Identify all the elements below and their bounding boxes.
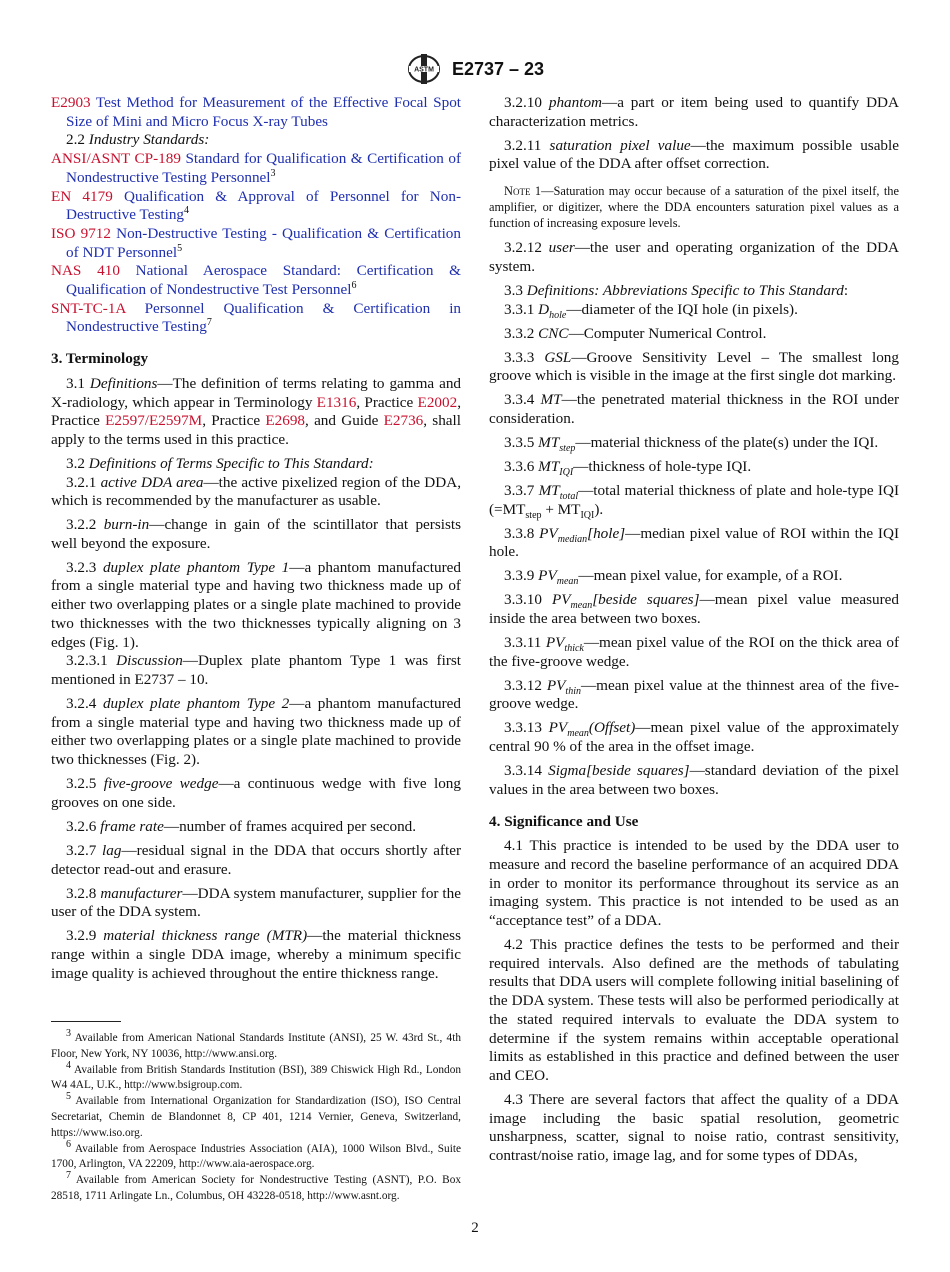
paragraph [489, 936, 899, 1086]
abbr-term: MT [540, 391, 562, 409]
abbr-term: D [538, 300, 550, 318]
definition-term: user [548, 239, 575, 257]
abbr-term: PV [539, 524, 558, 542]
abbr-term: GSL [544, 348, 572, 366]
reference-code[interactable]: EN 4179 [51, 187, 113, 205]
definition-text: —DDA system manufacturer, supplier for the user of the DDA system. [51, 884, 461, 921]
paragraph-3-2 [51, 455, 461, 474]
abbr-text: —standard deviation of the pixel values in the area between two boxes. [489, 762, 899, 798]
definition-number: 3.2.11 [504, 136, 542, 154]
abbr-number: 3.3.11 [504, 634, 542, 652]
abbreviation [489, 567, 899, 586]
definition [51, 695, 461, 770]
definition [51, 842, 461, 879]
definition-term: frame rate [100, 817, 164, 835]
footnote-divider [51, 1021, 121, 1022]
definition-number: 3.2.8 [66, 884, 97, 902]
note-label: Note 1 [504, 184, 542, 199]
abbr-number: 3.3.12 [504, 676, 542, 694]
abbreviation [489, 634, 899, 671]
abbr-text: —thickness of hole-type IQI. [573, 457, 752, 475]
section-number: 2.2 [66, 131, 85, 149]
abbr-subscript: step [559, 442, 576, 454]
paragraph-text: This practice defines the tests to be performed and their required intervals. Also defined are the methods of tabulating results that DDA users will complete following initial baselining of the DDA system. These tests will also be performed periodically at the stated required intervals to evaluate the DDA system to determine if the system remains within acceptable operational limits as established in this practice and defined between the user and CEO. [489, 936, 899, 1084]
reference-entry[interactable] [51, 262, 461, 299]
footnote-marker: 3 [270, 167, 276, 179]
definition-term: Discussion [116, 652, 183, 670]
abbr-text: —mean pixel value, for example, of a ROI. [578, 567, 843, 585]
abbr-text: + MT [541, 500, 581, 518]
reference-code[interactable]: NAS 410 [51, 262, 120, 280]
abbr-subscript: median [557, 533, 588, 545]
abbreviation [489, 591, 899, 628]
footnote-marker: 7 [206, 317, 212, 329]
footnote-text: Available from American Society for Nondestructive Testing (ASNT), P.O. Box 28518, 1711 Arlingate Ln., Columbus, OH 43228-0518, http://www.asnt.org. [51, 1174, 461, 1202]
definition-term: material thickness range (MTR) [103, 927, 308, 945]
definition-text: —a continuous wedge with five long grooves on one side. [51, 775, 461, 811]
footnote-text: Available from American National Standards Institute (ANSI), 25 W. 43rd St., 4th Floor, New York, NY 10036, http://www.ansi.org. [51, 1032, 461, 1060]
section-title: Industry Standards: [88, 131, 210, 149]
definition-number: 3.2.10 [504, 94, 542, 111]
abbr-suffix: [beside squares] [592, 591, 700, 609]
definition-term: phantom [548, 94, 602, 111]
definition [489, 94, 899, 131]
definition-term: five-groove wedge [103, 775, 219, 793]
page-number: 2 [471, 1220, 479, 1236]
section-number: 3.2 [66, 454, 85, 472]
definition [51, 818, 461, 837]
abbr-term: Sigma[beside squares] [548, 762, 690, 780]
punctuation: : [843, 281, 849, 299]
paragraph [489, 837, 899, 931]
footnote-number: 4 [66, 1059, 71, 1071]
astm-logo-icon [406, 54, 442, 84]
reference-code[interactable]: E2903 [51, 94, 91, 111]
reference-entry[interactable] [51, 225, 461, 262]
reference-title[interactable]: Standard for Qualification & Certification of Nondestructive Testing Personnel [66, 150, 461, 186]
definition [51, 885, 461, 922]
abbr-number: 3.3.6 [504, 457, 535, 475]
abbr-number: 3.3.7 [504, 481, 535, 499]
definition-number: 3.2.7 [66, 841, 97, 859]
abbreviation [489, 301, 899, 320]
abbr-subscript: mean [567, 728, 589, 740]
abbr-term: MT [538, 481, 560, 499]
footnote-number: 3 [66, 1028, 71, 1040]
abbr-number: 3.3.10 [504, 591, 542, 609]
reference-entry[interactable] [51, 188, 461, 225]
text: , shall apply to the terms used in this practice. [51, 412, 461, 448]
abbr-subscript: thin [565, 685, 581, 697]
reference-code[interactable]: ISO 9712 [51, 224, 111, 242]
definition-text: —number of frames acquired per second. [163, 817, 417, 835]
reference-title[interactable]: Qualification & Approval of Personnel for Non-Destructive Testing [66, 187, 462, 224]
abbr-subscript: thick [564, 643, 584, 655]
abbr-text: ). [594, 500, 604, 518]
abbreviation [489, 482, 899, 519]
abbr-text: —material thickness of the plate(s) under the IQI. [575, 433, 879, 451]
reference-entry[interactable] [51, 300, 461, 337]
text: —The definition of terms relating to gamma and X-radiology, which appear in Terminology [51, 374, 462, 411]
abbreviation [489, 458, 899, 477]
astm-logo-text: ASTM [414, 66, 434, 74]
section-title: Definitions: Abbreviations Specific to This Standard [526, 281, 844, 299]
definition-text: —the material thickness range within a single DDA image, whereby a minimum specific image quality is achieved throughout the entire thickness range. [51, 927, 461, 982]
definition-text: —the active pixelized region of the DDA, which is recommended by the manufacturer as usable. [51, 473, 461, 510]
abbr-text: —the penetrated material thickness in the ROI under consideration. [489, 391, 900, 427]
paragraph [489, 1091, 899, 1166]
abbr-subscript: step [525, 509, 542, 521]
abbr-number: 3.3.5 [504, 433, 535, 451]
abbr-text: —median pixel value of ROI within the IQI hole. [489, 524, 900, 561]
link-e2736[interactable]: E2736 [383, 412, 424, 430]
definition-term: burn-in [103, 516, 150, 534]
paragraph-3-1 [51, 375, 461, 450]
abbr-suffix: (Offset) [588, 719, 636, 737]
abbr-number: 3.3.2 [504, 324, 535, 342]
definition-term: manufacturer [100, 884, 183, 902]
abbr-subscript: mean [570, 600, 593, 612]
right-column [489, 94, 899, 1171]
abbr-number: 3.3.14 [504, 762, 542, 780]
definition [51, 474, 461, 511]
definition-text: —a part or item being used to quantify DDA characterization metrics. [489, 94, 899, 130]
footnote-marker: 6 [351, 279, 357, 291]
note-1 [489, 183, 899, 231]
footnotes [51, 1028, 462, 1205]
abbr-term: PV [545, 634, 565, 652]
abbreviation [489, 325, 899, 344]
reference-code[interactable]: ANSI/ASNT CP-189 [51, 150, 181, 168]
definition-term: lag [102, 841, 122, 859]
footnote [51, 1028, 461, 1062]
paragraph-number: 4.3 [504, 1090, 523, 1108]
definition-term: duplex plate phantom Type 2 [102, 694, 290, 712]
abbreviation [489, 719, 899, 756]
abbr-subscript: mean [556, 576, 579, 588]
definition-number: 3.2.5 [66, 775, 97, 793]
abbr-text: —diameter of the IQI hole (in pixels). [566, 300, 798, 318]
text: , and Guide [305, 412, 384, 430]
link-e1316[interactable]: E1316 [316, 393, 357, 411]
abbr-term: PV [538, 567, 557, 585]
definition-number: 3.2.4 [66, 694, 97, 712]
reference-title[interactable]: Personnel Qualification & Certification in Nondestructive Testing [66, 299, 462, 336]
note-text: —Saturation may occur because of a saturation of the pixel itself, the amplifier, or digitizer, where the DDA encounters saturation pixel values as a function of increasing exposure levels. [489, 184, 899, 231]
definition [51, 652, 461, 689]
footnote-text: Available from British Standards Institution (BSI), 389 Chiswick High Rd., London W4 4AL, U.K., http://www.bsigroup.com. [51, 1063, 462, 1092]
link-e2698[interactable]: E2698 [265, 412, 306, 430]
text: , Practice [356, 393, 418, 411]
abbr-term: MT [538, 433, 560, 451]
abbr-term: PV [551, 591, 571, 609]
section-heading-terminology: 3. Terminology [51, 350, 149, 368]
abbr-number: 3.3.9 [504, 567, 535, 585]
section-2-2 [51, 131, 461, 150]
abbr-number: 3.3.13 [504, 719, 542, 737]
abbr-text: —mean pixel value of the ROI on the thick area of the five-groove wedge. [489, 634, 899, 670]
footnote-text: Available from Aerospace Industries Association (AIA), 1000 Wilson Blvd., Suite 1700, Arlington, VA 22209, http://www.aia-aerospace.org. [51, 1142, 461, 1171]
section-number: 3.1 [66, 374, 85, 392]
abbr-number: 3.3.1 [504, 300, 535, 318]
definition [51, 927, 461, 983]
abbr-text: —mean pixel value measured inside the area between two boxes. [489, 591, 900, 628]
paragraph-number: 4.1 [504, 837, 523, 855]
abbr-text: —Computer Numerical Control. [568, 324, 767, 342]
abbreviation [489, 677, 899, 714]
definition-text: —a phantom manufactured from a single material type and having two thickness made up of either two overlapping plates or a single plate machined to provide two thicknesses (Fig. 2). [51, 694, 461, 769]
abbreviation [489, 349, 899, 386]
footnote [51, 1138, 461, 1173]
page-header [0, 54, 950, 84]
abbreviation [489, 434, 899, 453]
abbr-text: —Groove Sensitivity Level – The smallest long groove which is visible in the image at the first single dot marking. [489, 348, 899, 385]
abbr-term: MT [538, 457, 560, 475]
section-number: 3.3 [504, 281, 523, 299]
definition-number: 3.2.9 [66, 927, 97, 945]
abbr-text: —mean pixel value of the approximately central 90 % of the area in the offset image. [489, 719, 899, 756]
abbr-subscript: IQI [559, 466, 574, 478]
reference-entry[interactable] [51, 94, 461, 131]
definition-number: 3.2.6 [66, 817, 97, 835]
definition-number: 3.2.3 [66, 558, 97, 576]
reference-title[interactable]: Non-Destructive Testing - Qualification & Certification of NDT Personnel [66, 224, 461, 261]
abbr-term: CNC [538, 324, 569, 342]
text: , Practice [51, 393, 461, 430]
text: , Practice [202, 412, 266, 430]
abbreviation [489, 762, 899, 799]
footnote [51, 1059, 462, 1094]
definition-text: —the user and operating organization of the DDA system. [489, 239, 900, 275]
definition [51, 516, 461, 553]
footnote [51, 1170, 461, 1204]
footnote-number: 5 [66, 1091, 71, 1103]
definition-text: —the maximum possible usable pixel value of the DDA after offset correction. [489, 136, 899, 173]
abbr-subscript: IQI [580, 509, 595, 521]
abbreviation [489, 391, 899, 428]
footnote-number: 6 [66, 1138, 71, 1150]
footnote-marker: 5 [177, 242, 183, 254]
term: Definitions [89, 374, 158, 392]
abbr-suffix: [hole] [587, 524, 626, 542]
abbr-number: 3.3.3 [504, 348, 535, 366]
abbr-number: 3.3.8 [504, 524, 535, 542]
abbr-term: PV [546, 676, 566, 694]
section-heading-significance: 4. Significance and Use [489, 812, 639, 830]
reference-code[interactable]: SNT-TC-1A [51, 299, 126, 317]
abbr-text: —mean pixel value at the thinnest area of the five-groove wedge. [489, 676, 899, 713]
definition [489, 239, 899, 276]
definition [489, 137, 899, 174]
footnote-marker: 4 [184, 205, 190, 217]
definition-term: duplex plate phantom Type 1 [102, 558, 290, 576]
link-e2597[interactable]: E2597/E2597M [105, 412, 203, 430]
definition-text: —Duplex plate phantom Type 1 was first mentioned in E2737 – 10. [51, 652, 462, 688]
reference-title[interactable]: National Aerospace Standard: Certification & Qualification of Nondestructive Test Personnel [66, 262, 461, 299]
abbr-subscript: hole [549, 309, 567, 321]
definition-number: 3.2.3.1 [66, 652, 108, 670]
reference-entry[interactable] [51, 150, 461, 187]
footnote-text: Available from International Organization for Standardization (ISO), ISO Central Secretariat, Chemin de Blandonnet 8, CP 401, 1214 Vernier, Geneva, Switzerland, https://www.iso.org. [51, 1095, 462, 1139]
footnote [51, 1091, 462, 1141]
abbr-text: —total material thickness of plate and hole-type IQI (=MT [489, 481, 899, 518]
definition-text: —residual signal in the DDA that occurs shortly after detector read-out and erasure. [51, 841, 462, 878]
definition-text: —change in gain of the scintillator that persists well beyond the exposure. [51, 516, 462, 552]
abbr-subscript: total [559, 490, 579, 502]
definition [51, 559, 461, 653]
paragraph-text: There are several factors that affect the quality of a DDA image including the basic spatial resolution, geometric unsharpness, scatter, signal to noise ratio, contrast sensitivity, contrast/noise ratio, image lag, and for some types of DDAs, [489, 1090, 899, 1165]
section-title: Definitions of Terms Specific to This Standard: [88, 454, 374, 472]
definition-number: 3.2.12 [504, 239, 542, 257]
abbr-term: PV [548, 719, 568, 737]
definition-term: active DDA area [100, 473, 204, 491]
paragraph-3-3 [489, 282, 899, 301]
abbreviation [489, 525, 899, 562]
definition-term: saturation pixel value [549, 136, 691, 154]
definition [51, 775, 461, 812]
definition-text: —a phantom manufactured from a single material type and having two thickness made up of either two overlapping plates or a single plate machined to provide two thicknesses with the two thicknesses typically aligning on 3 edges (Fig. 1). [51, 558, 461, 651]
definition-number: 3.2.2 [66, 516, 97, 534]
link-e2002[interactable]: E2002 [417, 393, 458, 411]
footnote-number: 7 [66, 1170, 71, 1182]
paragraph-text: This practice is intended to be used by the DDA user to measure and record the baseline performance of an acquired DDA in order to monitor its performance throughout its service as an imaging system. This practice is not intended to be used as an “acceptance test” of a DDA. [489, 837, 900, 930]
paragraph-number: 4.2 [504, 936, 523, 954]
definition-number: 3.2.1 [66, 473, 97, 491]
reference-title[interactable]: Test Method for Measurement of the Effective Focal Spot Size of Mini and Micro Focus X-ray Tubes [66, 94, 462, 130]
abbr-number: 3.3.4 [504, 391, 535, 409]
standard-code: E2737 – 23 [451, 58, 545, 79]
left-column [51, 94, 461, 989]
